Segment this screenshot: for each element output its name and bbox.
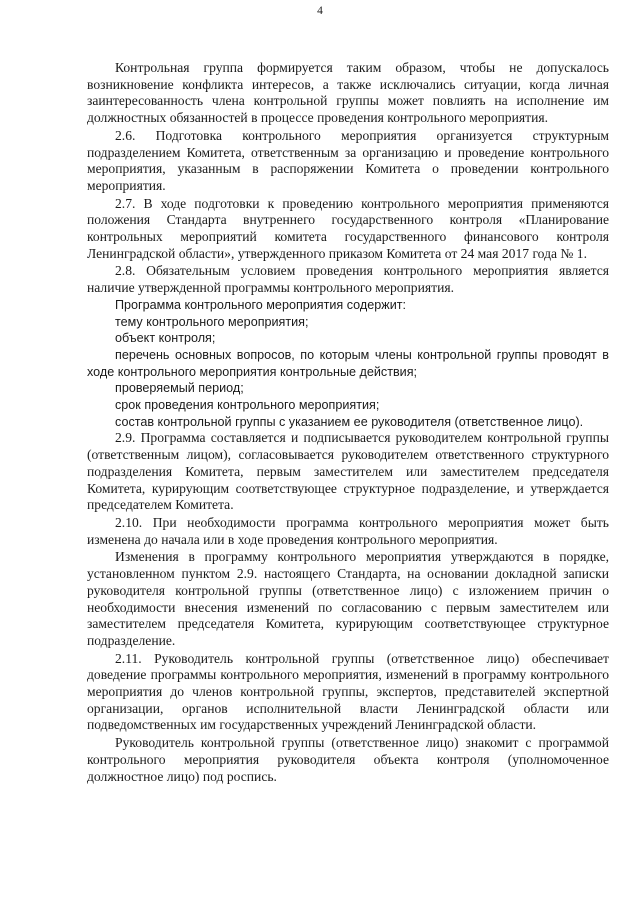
- paragraph-2-6: 2.6. Подготовка контрольного мероприятия организуется структурным подразделением Комитета, ответственным за организацию и проведение контрольного мероприятия, указанным в распоряжении Комитета о проведении контрольного мероприятия.: [87, 127, 609, 193]
- paragraph-2-8: 2.8. Обязательным условием проведения контрольного мероприятия является наличие утвержденной программы контрольного мероприятия.: [87, 263, 609, 296]
- paragraph-control-group: Контрольная группа формируется таким образом, чтобы не допускалось возникновение конфликта интересов, а также исключались ситуации, когда личная заинтересованность члена контрольной группы может повлиять на исполнение им должностных обязанностей в процессе проведения контрольного мероприятия.: [87, 60, 609, 126]
- program-item-composition: состав контрольной группы с указанием ее руководителя (ответственное лицо).: [115, 414, 584, 429]
- paragraph-2-7: 2.7. В ходе подготовки к проведению контрольного мероприятия применяются положения Стандарта внутреннего государственного контроля «Планирование контрольных мероприятий комитета государственного финансового контроля Ленинградской области», утвержденного приказом Комитета от 24 мая 2017 года № 1.: [87, 195, 609, 261]
- program-item-term: срок проведения контрольного мероприятия;: [115, 398, 380, 413]
- paragraph-familiarization: Руководитель контрольной группы (ответственное лицо) знакомит с программой контрольного мероприятия руководителя объекта контроля (уполномоченное должностное лицо) под роспись.: [87, 735, 609, 784]
- paragraph-2-9: 2.9. Программа составляется и подписывается руководителем контрольной группы (ответственным лицом), согласовывается руководителем ответственного структурного подразделения Комитета, первым заместителем или заместителем председателя Комитета, курирующим соответствующее структурное подразделение, и утверждается председателем Комитета.: [87, 430, 609, 513]
- program-item-period: проверяемый период;: [115, 381, 244, 396]
- document-body: [87, 60, 609, 785]
- program-item-topic: тему контрольного мероприятия;: [115, 314, 309, 329]
- paragraph-2-10: 2.10. При необходимости программа контрольного мероприятия может быть изменена до начала или в ходе проведения контрольного мероприятия.: [87, 514, 609, 547]
- program-item-questions: перечень основных вопросов, по которым члены контрольной группы проводят в ходе контрольного мероприятия контрольные действия;: [87, 347, 609, 379]
- page-number: 4: [317, 5, 323, 17]
- paragraph-2-11: 2.11. Руководитель контрольной группы (ответственное лицо) обеспечивает доведение программы контрольного мероприятия, изменений в программу контрольного мероприятия до членов контрольной группы, экспертов, представителей экспертной организации, органов исполнительной власти Ленинградской области или подведомственных им государственных учреждений Ленинградской области.: [87, 650, 609, 733]
- paragraph-changes: Изменения в программу контрольного мероприятия утверждаются в порядке, установленном пунктом 2.9. настоящего Стандарта, на основании докладной записки руководителя контрольной группы (ответственное лицо) с изложением причин о необходимости внесения изменений по согласованию с первым заместителем или заместителем председателя Комитета, курирующим соответствующее структурное подразделение.: [87, 549, 609, 648]
- program-item-object: объект контроля;: [115, 331, 216, 346]
- program-contents-intro: Программа контрольного мероприятия содержит:: [115, 297, 406, 312]
